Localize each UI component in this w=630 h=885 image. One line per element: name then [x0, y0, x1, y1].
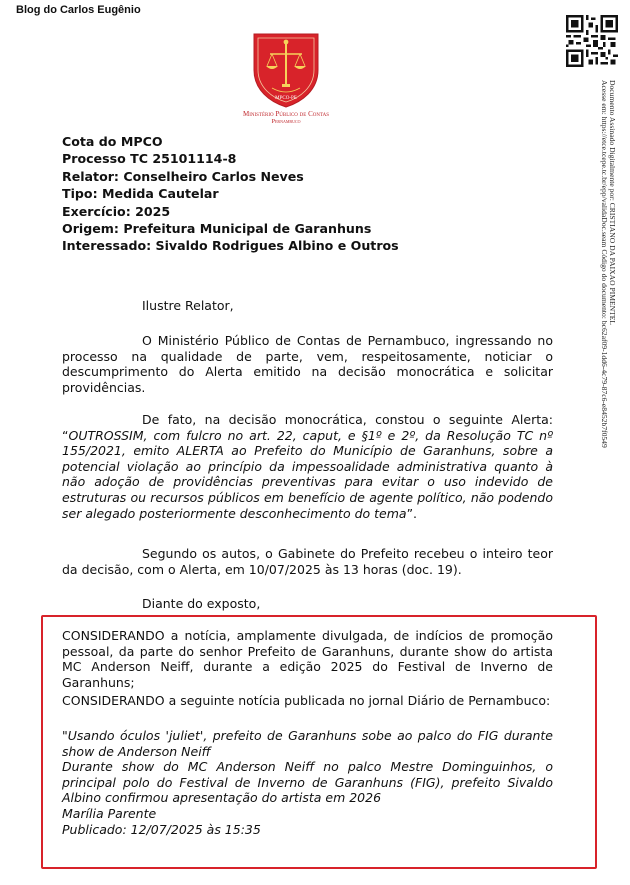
org-name-line1: Ministério Público de Contas — [242, 110, 330, 118]
alert-lead: De fato, na decisão monocrática, constou o seguinte Alerta: “ — [62, 412, 553, 443]
news-body: Durante show do MC Anderson Neiff no palco Mestre Dominguinhos, o principal polo do Festival de Inverno de Garanhuns (FIG), prefeito Sivaldo Albino confirmou apresentação do artista em 2026 — [62, 759, 553, 806]
alert-quote: OUTROSSIM, com fulcro no art. 22, caput, e §1º e 2º, da Resolução TC nº 155/2021, emito ALERTA ao Prefeito do Município de Garanhuns, sobre a potencial violação ao princípio da impessoalidade administrativa quanto à não adoção de providências preventivas para evitar o uso indevido de estruturas ou recursos públicos em benefício de agente político, não podendo ser alegado posteriormente desconhecimento do tema — [62, 427, 553, 521]
process-number: Processo TC 25101114-8 — [62, 151, 237, 167]
salutation: Ilustre Relator, — [142, 298, 234, 313]
paragraph-alert — [62, 412, 553, 521]
paragraph-conclusion: Diante do exposto, — [142, 596, 261, 611]
paragraph-intro: O Ministério Público de Contas de Pernambuco, ingressando no processo na qualidade de parte, vem, respeitosamente, noticiar o descumprimento do Alerta emitido na decisão monocrática e solicitar providências. — [62, 333, 553, 395]
doc-title: Cota do MPCO — [62, 134, 163, 149]
document-header — [62, 133, 399, 255]
interested-party: Interessado: Sivaldo Rodrigues Albino e Outros — [62, 238, 399, 254]
considering-1: CONSIDERANDO a notícia, amplamente divulgada, de indícios de promoção pessoal, da parte do senhor Prefeito de Garanhuns, durante show do artista MC Anderson Neiff, durante a edição 2025 do Festival de Inverno de Garanhuns; — [62, 628, 553, 690]
mpco-emblem-icon — [250, 30, 322, 110]
fiscal-year: Exercício: 2025 — [62, 203, 171, 219]
news-date: Publicado: 12/07/2025 às 15:35 — [62, 821, 261, 837]
digital-signature-stamp — [600, 80, 616, 520]
paragraph-receipt: Segundo os autos, o Gabinete do Prefeito recebeu o inteiro teor da decisão, com o Alerta, em 10/07/2025 às 13 horas (doc. 19). — [62, 546, 553, 577]
rapporteur: Relator: Conselheiro Carlos Neves — [62, 168, 304, 184]
news-headline: "Usando óculos 'juliet', prefeito de Garanhuns sobe ao palco do FIG durante show de Anderson Neiff — [62, 728, 553, 759]
emblem-seal-text: MPCO-PE — [275, 96, 297, 101]
signature-line: Documento Assinado Digitalmente por: CRISTIANO DA PAIXAO PIMENTEL — [608, 80, 617, 326]
news-author: Marília Parente — [62, 805, 157, 821]
document-type: Tipo: Medida Cautelar — [62, 186, 219, 202]
origin: Origem: Prefeitura Municipal de Garanhuns — [62, 221, 372, 237]
org-name — [210, 111, 362, 125]
org-name-line2: Pernambuco — [271, 118, 301, 125]
considering-2: CONSIDERANDO a seguinte notícia publicada no jornal Diário de Pernambuco: — [62, 693, 551, 708]
alert-end: ”. — [406, 505, 418, 521]
qr-code-icon — [566, 15, 618, 67]
news-quote — [62, 728, 553, 837]
blog-watermark: Blog do Carlos Eugênio — [16, 4, 141, 16]
validation-line: Acesse em: https://etce.tcepe.tc.br/epp/validaDoc.seam Código do documento: bc62af09-1dd6-4c79-87c6-e8452b7f0549 — [600, 80, 609, 448]
